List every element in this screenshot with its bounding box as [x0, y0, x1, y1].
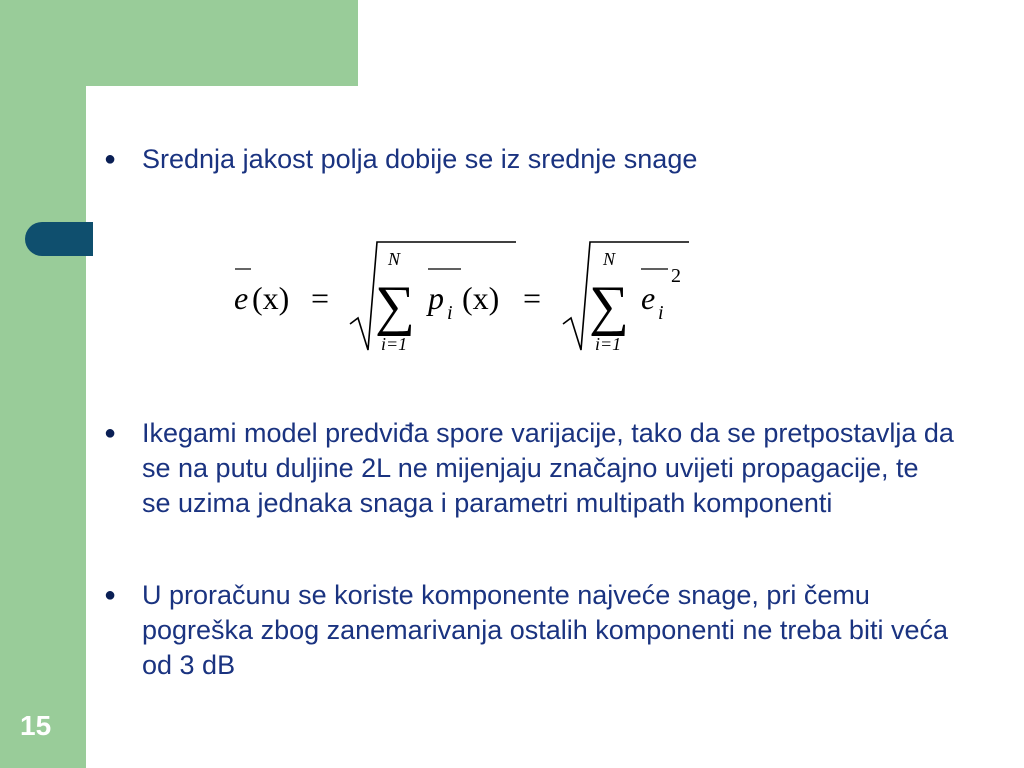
term2-variable: e	[641, 280, 656, 316]
decorative-tab	[25, 222, 93, 256]
term1-subscript: i	[447, 302, 453, 324]
sum-lower-limit: i=1	[381, 334, 408, 354]
bullet-dot-icon: ●	[104, 584, 117, 606]
bullet-item	[104, 578, 954, 683]
top-accent-band	[0, 0, 358, 86]
sum-symbol-icon: ∑	[375, 275, 415, 337]
bullet-text: Ikegami model predviđa spore varijacije, tako da se pretpostavlja da se na putu duljine 2L ne mijenjaju značajno uvijeti propagacije, te se uzima jednaka snaga i parametri multipath komponenti	[142, 418, 954, 518]
lhs-argument: (x)	[252, 280, 290, 316]
sum-symbol-icon: ∑	[589, 275, 629, 337]
term1-variable: p	[428, 280, 444, 316]
bullet-item	[104, 142, 954, 177]
equals-sign: =	[311, 280, 330, 316]
equation	[225, 232, 700, 362]
term2-subscript: i	[658, 302, 664, 324]
bullet-dot-icon: ●	[104, 148, 117, 170]
sum-upper-limit: N	[603, 249, 616, 269]
term2-superscript: 2	[671, 265, 681, 287]
bullet-dot-icon: ●	[104, 422, 117, 444]
left-accent-band	[0, 0, 86, 768]
bullet-text: Srednja jakost polja dobije se iz srednje snage	[142, 144, 698, 174]
lhs-variable: e	[234, 280, 249, 316]
sum-upper-limit: N	[388, 249, 401, 269]
bullet-text: U proračunu se koriste komponente najveće snage, pri čemu pogreška zbog zanemarivanja ostalih komponenti ne treba biti veća od 3 dB	[142, 580, 948, 680]
equals-sign: =	[523, 280, 542, 316]
term1-argument: (x)	[462, 280, 500, 316]
bullet-item	[104, 416, 954, 521]
sum-lower-limit: i=1	[595, 334, 622, 354]
slide-number: 15	[20, 710, 52, 741]
